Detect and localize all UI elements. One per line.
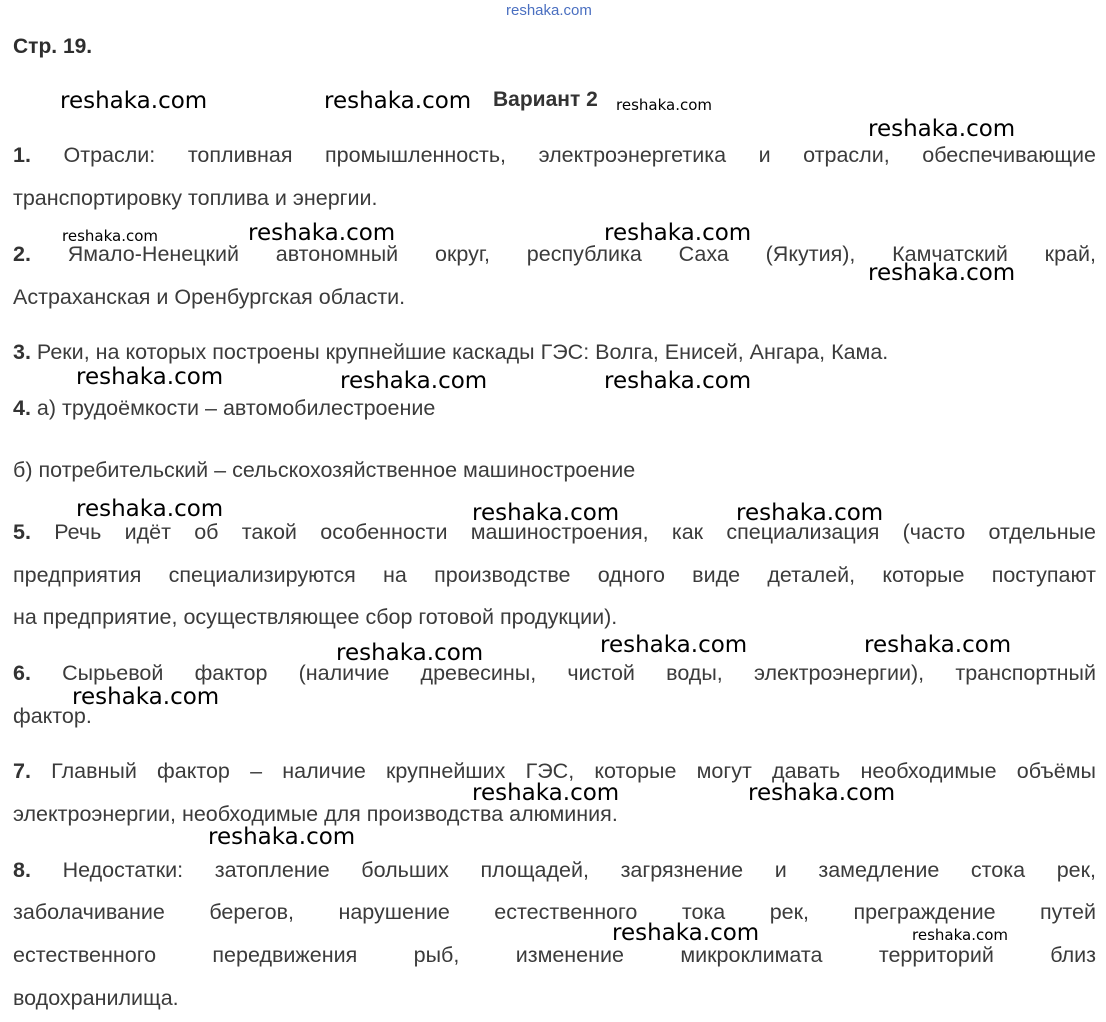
answer-1-line-2: транспортировку топлива и энергии. (13, 186, 378, 210)
watermark: reshaka.com (748, 780, 896, 806)
answer-1-text-1: Отрасли: топливная промышленность, электроэнергетика и отрасли, обеспечивающие (63, 143, 1096, 167)
answer-7-number: 7. (13, 759, 31, 783)
answer-4-text-1: а) трудоёмкости – автомобилестроение (36, 396, 436, 420)
site-label-top[interactable]: reshaka.com (506, 2, 592, 19)
page-number: Стр. 19. (13, 35, 93, 58)
watermark: reshaka.com (336, 640, 484, 666)
watermark: reshaka.com (616, 96, 712, 114)
watermark: reshaka.com (612, 920, 760, 946)
watermark: reshaka.com (604, 220, 752, 246)
watermark: reshaka.com (868, 116, 1016, 142)
watermark: reshaka.com (76, 364, 224, 390)
watermark: reshaka.com (472, 500, 620, 526)
watermark: reshaka.com (248, 220, 396, 246)
answer-3-text-1: Реки, на которых построены крупнейшие каскады ГЭС: Волга, Енисей, Ангара, Кама. (36, 340, 889, 364)
answer-6-number: 6. (13, 661, 31, 685)
answer-2-line-2: Астраханская и Оренбургская области. (13, 285, 406, 309)
answer-8-line-3: естественного передвижения рыб, изменение микроклимата территорий близ (13, 943, 1096, 967)
answer-3-number: 3. (13, 340, 31, 364)
watermark: reshaka.com (72, 684, 220, 710)
answer-7-line-2: электроэнергии, необходимые для производства алюминия. (13, 802, 618, 826)
watermark: reshaka.com (208, 824, 356, 850)
watermark: reshaka.com (60, 88, 208, 114)
answer-8-number: 8. (13, 858, 31, 882)
answer-5-line-2: предприятия специализируются на производстве одного виде деталей, которые поступают (13, 563, 1096, 587)
watermark: reshaka.com (600, 632, 748, 658)
answer-4-number: 4. (13, 396, 31, 420)
answer-2-number: 2. (13, 242, 31, 266)
answer-3-line-1 (13, 340, 888, 365)
watermark: reshaka.com (604, 368, 752, 394)
answer-4-line-2: б) потребительский – сельскохозяйственное машиностроение (13, 458, 636, 482)
answer-7-text-1: Главный фактор – наличие крупнейших ГЭС, которые могут давать необходимые объёмы (51, 759, 1096, 783)
answer-1-line-1 (13, 143, 1096, 168)
answer-6-text-1: Сырьевой фактор (наличие древесины, чистой воды, электроэнергии), транспортный (62, 661, 1096, 685)
answer-2-text-1: Ямало-Ненецкий автономный округ, республика Саха (Якутия), Камчатский край, (67, 242, 1096, 266)
watermark: reshaka.com (324, 88, 472, 114)
watermark: reshaka.com (472, 780, 620, 806)
answer-1-number: 1. (13, 143, 31, 167)
answer-8-line-2: заболачивание берегов, нарушение естественного тока рек, преграждение путей (13, 900, 1096, 924)
watermark: reshaka.com (76, 496, 224, 522)
watermark: reshaka.com (912, 926, 1008, 944)
watermark: reshaka.com (868, 260, 1016, 286)
watermark: reshaka.com (864, 632, 1012, 658)
answer-5-line-3: на предприятие, осуществляющее сбор готовой продукции). (13, 605, 618, 629)
watermark: reshaka.com (340, 368, 488, 394)
answer-4-line-1 (13, 396, 435, 421)
answer-8-line-1 (13, 858, 1096, 883)
answer-8-text-1: Недостатки: затопление больших площадей, загрязнение и замедление стока рек, (62, 858, 1096, 882)
answer-6-line-1 (13, 661, 1096, 686)
answer-8-line-4: водохранилища. (13, 986, 179, 1010)
answer-6-line-2: фактор. (13, 704, 92, 728)
answer-5-number: 5. (13, 520, 31, 544)
watermark: reshaka.com (736, 500, 884, 526)
answer-5-text-1: Речь идёт об такой особенности машиностроения, как специализация (часто отдельные (54, 520, 1096, 544)
variant-title: Вариант 2 (493, 88, 598, 111)
watermark: reshaka.com (62, 227, 158, 245)
